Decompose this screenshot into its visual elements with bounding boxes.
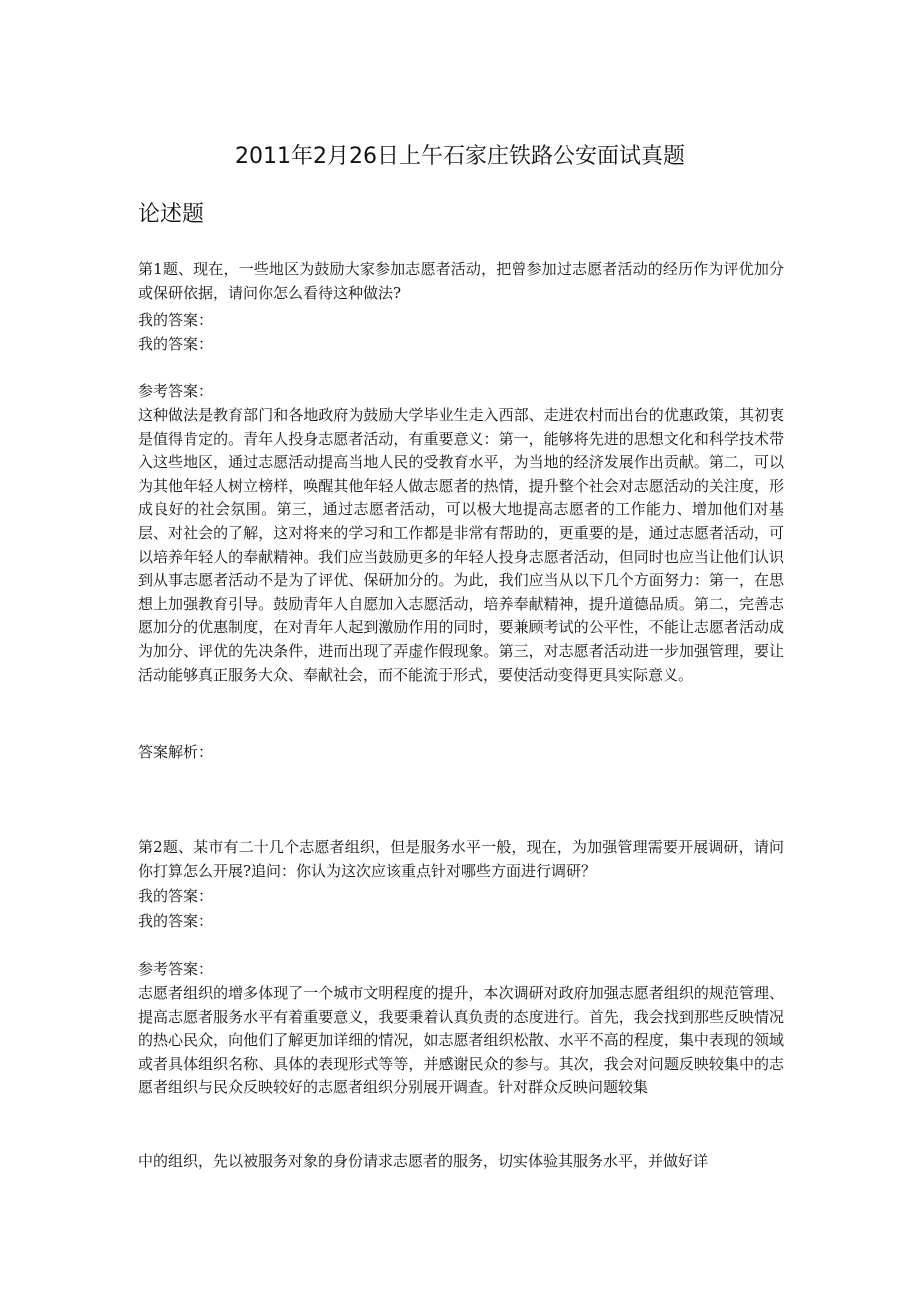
- question-2-reference-answer: 志愿者组织的增多体现了一个城市文明程度的提升，本次调研对政府加强志愿者组织的规范管理、提高志愿者服务水平有着重要意义，我要秉着认真负责的态度进行。首先，我会找到那些反映情况的热心民众，向他们了解更加详细的情况，如志愿者组织松散、水平不高的程度，集中表现的领域或者具体组织名称、具体的表现形式等等，并感谢民众的参与。其次，我会对问题反映较集中的志愿者组织与民众反映较好的志愿者组织分别展开调查。针对群众反映问题较集: [138, 984, 784, 1097]
- question-2-continuation: 中的组织，先以被服务对象的身份请求志愿者的服务，切实体验其服务水平，并做好详: [138, 1152, 709, 1170]
- question-1-my-answer-2: 我的答案：: [138, 335, 214, 353]
- question-1-reference-label: 参考答案：: [138, 382, 214, 400]
- question-2-text: [138, 836, 784, 883]
- question-1-my-answer-1: 我的答案：: [138, 311, 214, 329]
- question-1-reference-answer: 这种做法是教育部门和各地政府为鼓励大学毕业生走入西部、走进农村而出台的优惠政策，其初衷是值得肯定的。青年人投身志愿者活动，有重要意义：第一，能够将先进的思想文化和科学技术带入这些地区，通过志愿活动提高当地人民的受教育水平，为当地的经济发展作出贡献。第二，可以为其他年轻人树立榜样，唤醒其他年轻人做志愿者的热情，提升整个社会对志愿活动的关注度，形成良好的社会氛围。第三，通过志愿者活动，可以极大地提高志愿者的工作能力、增加他们对基层、对社会的了解，这对将来的学习和工作都是非常有帮助的，更重要的是，通过志愿者活动，可以培养年轻人的奉献精神。我们应当鼓励更多的年轻人投身志愿者活动，但同时也应当让他们认识到从事志愿者活动不是为了评优、保研加分的。为此，我们应当从以下几个方面努力：第一，在思想上加强教育引导。鼓励青年人自愿加入志愿活动，培养奉献精神，提升道德品质。第二，完善志愿加分的优惠制度，在对青年人起到激励作用的同时，要兼顾考试的公平性，不能让志愿者活动成为加分、评优的先决条件，进而出现了弄虚作假现象。第三，对志愿者活动进一步加强管理，要让活动能够真正服务大众、奉献社会，而不能流于形式，要使活动变得更具实际意义。: [138, 406, 784, 684]
- question-1: 第1题、现在，一些地区为鼓励大家参加志愿者活动，把曾参加过志愿者活动的经历作为评优加分或保研依据，请问你怎么看待这种做法?: [138, 260, 784, 302]
- question-1-text: [138, 258, 784, 305]
- question-1-analysis-label: 答案解析：: [138, 743, 214, 761]
- question-2-my-answer-1: 我的答案：: [138, 887, 214, 905]
- question-2-my-answer-2: 我的答案：: [138, 912, 214, 930]
- question-2: 第2题、某市有二十几个志愿者组织，但是服务水平一般，现在，为加强管理需要开展调研，请问你打算怎么开展?追问：你认为这次应该重点针对哪些方面进行调研？: [138, 838, 784, 880]
- question-2-reference-label: 参考答案：: [138, 960, 214, 978]
- section-heading: 论述题: [138, 202, 205, 227]
- document-title: 2011年2月26日上午石家庄铁路公安面试真题: [235, 144, 685, 169]
